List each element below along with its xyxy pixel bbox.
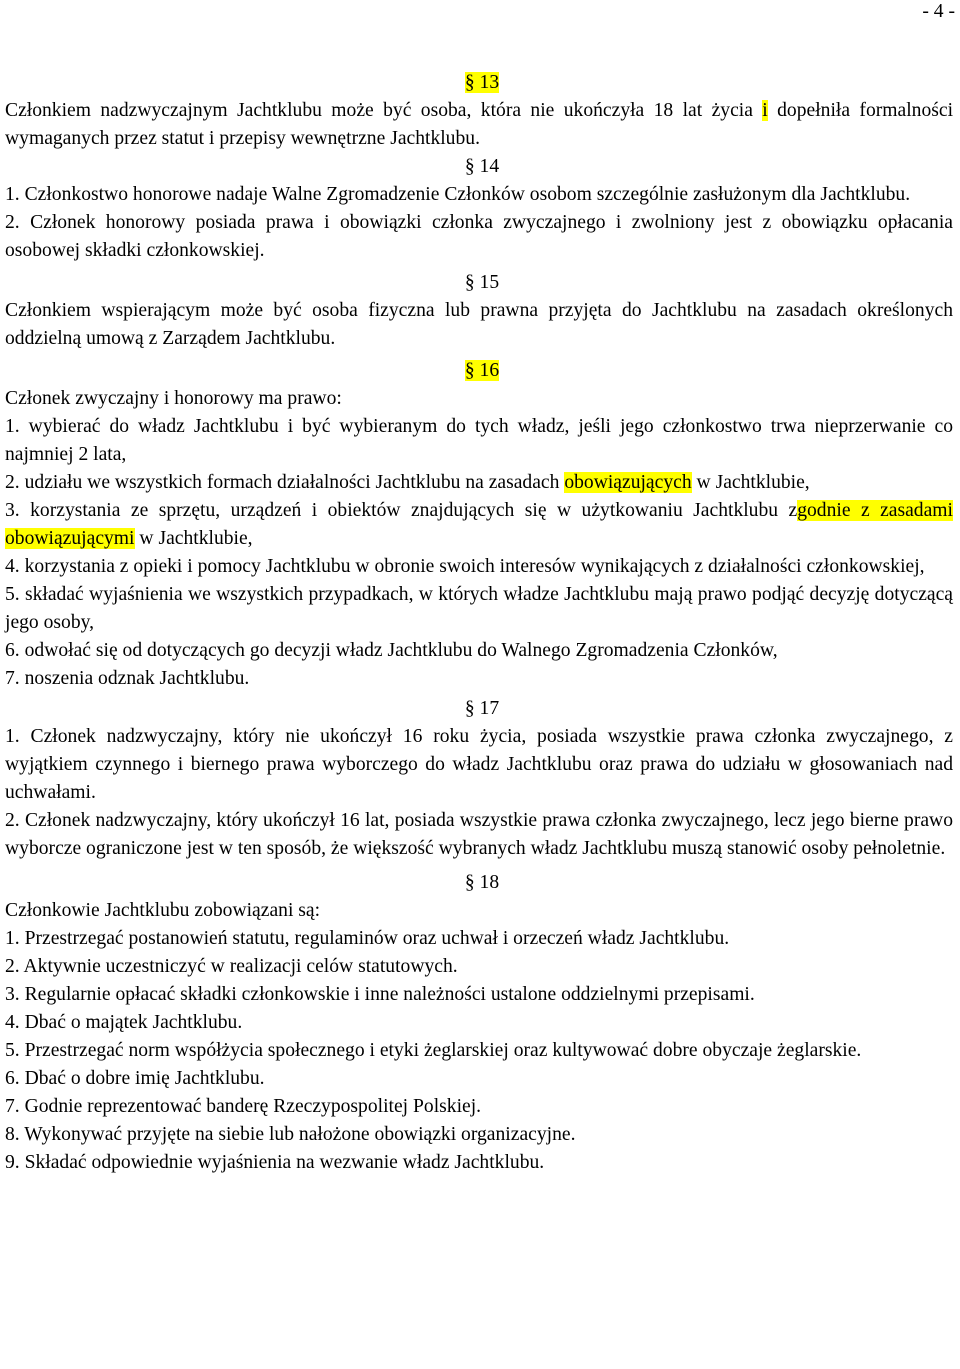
section-18-item-2: 2. Aktywnie uczestniczyć w realizacji celów statutowych. [5, 956, 458, 977]
section-18-item-1: 1. Przestrzegać postanowień statutu, regulaminów oraz uchwał i orzeczeń władz Jachtklubu. [5, 928, 730, 949]
section-18-item-6: 6. Dbać o dobre imię Jachtklubu. [5, 1068, 265, 1089]
section-16-item-6: 6. odwołać się od dotyczących go decyzji władz Jachtklubu do Walnego Zgromadzenia Członków, [5, 640, 778, 661]
section-18-item-3: 3. Regularnie opłacać składki członkowskie i inne należności ustalone oddzielnymi przepisami. [5, 984, 755, 1005]
section-18-item-4: 4. Dbać o majątek Jachtklubu. [5, 1012, 243, 1033]
section-heading-13: § 13 [464, 72, 500, 93]
section-16-item-7: 7. noszenia odznak Jachtklubu. [5, 668, 250, 689]
section-heading-17: § 17 [464, 698, 500, 719]
page-number: - 4 - [922, 1, 955, 22]
section-heading-15: § 15 [464, 272, 500, 293]
section-16-item-5: 5. składać wyjaśnienia we wszystkich przypadkach, w których władze Jachtklubu mają prawo podjąć decyzję dotyczącą jego osoby, [5, 584, 953, 633]
section-16-item-2: 2. udziału we wszystkich formach działalności Jachtklubu na zasadach obowiązujących w Jachtklubie, [5, 472, 810, 493]
section-heading-18: § 18 [464, 872, 500, 893]
section-18-item-9: 9. Składać odpowiednie wyjaśnienia na wezwanie władz Jachtklubu. [5, 1152, 545, 1173]
section-14-item-2: 2. Członek honorowy posiada prawa i obowiązki członka zwyczajnego i zwolniony jest z obowiązku opłacania osobowej składki członkowskiej. [5, 212, 953, 261]
section-16-item-1: 1. wybierać do władz Jachtklubu i być wybieranym do tych władz, jeśli jego członkostwo trwa nieprzerwanie co najmniej 2 lata, [5, 416, 953, 465]
section-17-item-2: 2. Członek nadzwyczajny, który ukończył 16 lat, posiada wszystkie prawa członka zwyczajnego, lecz jego bierne prawo wyborcze ograniczone jest w ten sposób, że większość wybranych władz Jachtklubu muszą stanowić osoby pełnoletnie. [5, 810, 953, 859]
section-heading-14: § 14 [464, 156, 500, 177]
section-16-item-4: 4. korzystania z opieki i pomocy Jachtklubu w obronie swoich interesów wynikających z działalności członkowskiej, [5, 556, 925, 577]
section-14-item-1: 1. Członkostwo honorowe nadaje Walne Zgromadzenie Członków osobom szczególnie zasłużonym dla Jachtklubu. [5, 184, 911, 205]
section-16-item-3: 3. korzystania ze sprzętu, urządzeń i obiektów znajdujących się w użytkowaniu Jachtklubu zgodnie z zasadami obowiązującymi w Jachtklubie, [5, 500, 953, 549]
section-heading-16: § 16 [464, 360, 500, 381]
section-13-text: Członkiem nadzwyczajnym Jachtklubu może być osoba, która nie ukończyła 18 lat życia i dopełniła formalności wymaganych przez statut i przepisy wewnętrzne Jachtklubu. [5, 100, 954, 149]
section-17-item-1: 1. Członek nadzwyczajny, który nie ukończył 16 roku życia, posiada wszystkie prawa członka zwyczajnego, z wyjątkiem czynnego i biernego prawa wyborczego do władz Jachtklubu oraz prawa do udziału w głosowaniach nad uchwałami. [5, 726, 953, 803]
section-18-item-7: 7. Godnie reprezentować banderę Rzeczypospolitej Polskiej. [5, 1096, 482, 1117]
section-18-item-8: 8. Wykonywać przyjęte na siebie lub nałożone obowiązki organizacyjne. [5, 1124, 576, 1145]
document-body [5, 69, 953, 1177]
section-15-text: Członkiem wspierającym może być osoba fizyczna lub prawna przyjęta do Jachtklubu na zasadach określonych oddzielną umową z Zarządem Jachtklubu. [5, 300, 953, 349]
section-18-intro: Członkowie Jachtklubu zobowiązani są: [5, 900, 321, 921]
section-18-item-5: 5. Przestrzegać norm współżycia społecznego i etyki żeglarskiej oraz kultywować dobre obyczaje żeglarskie. [5, 1040, 862, 1061]
section-16-intro: Członek zwyczajny i honorowy ma prawo: [5, 388, 342, 409]
